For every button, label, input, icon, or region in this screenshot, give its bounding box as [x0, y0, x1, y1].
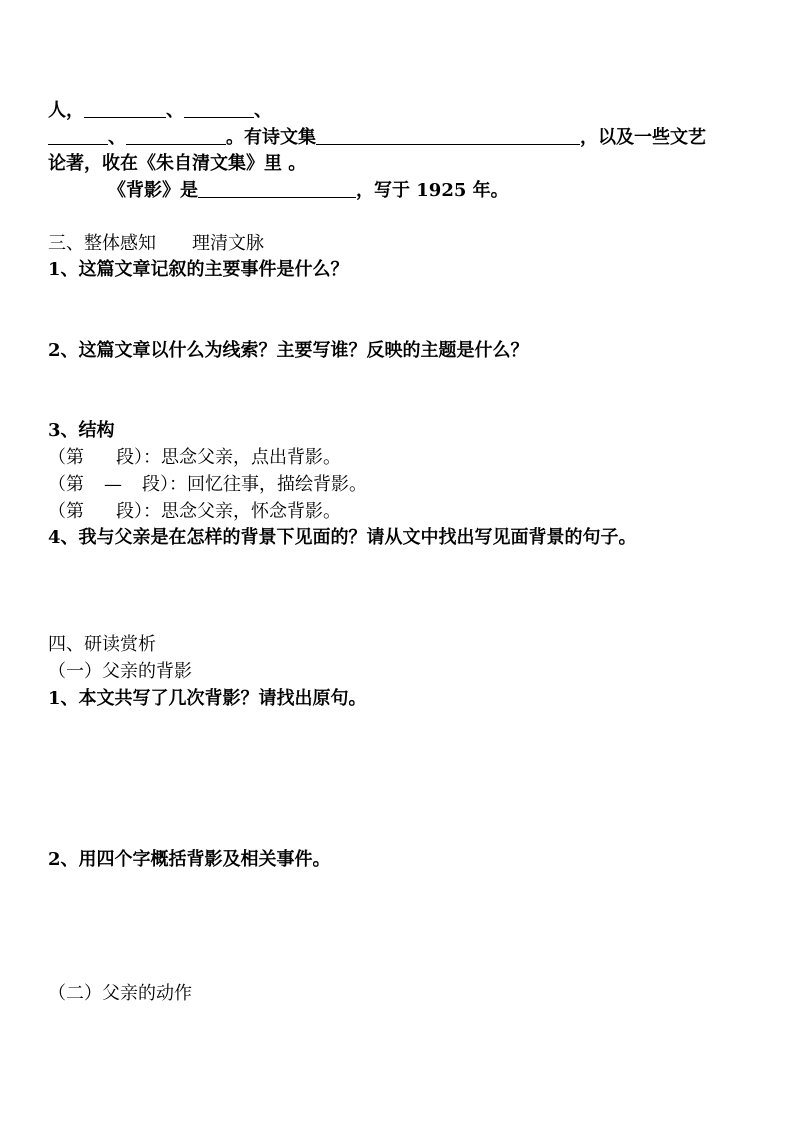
blank-field[interactable] — [184, 99, 254, 118]
question-4-1: 1、本文共写了几次背影？请找出原句。 — [48, 688, 367, 709]
question-3-3: 3、结构 — [48, 420, 115, 441]
intro-line-4: 《背影》是 ，写于 1925 年。 — [108, 180, 509, 201]
blank-field[interactable] — [198, 179, 356, 198]
section-3-title: 三、整体感知 — [48, 233, 156, 254]
intro-line-2: 、 。有诗文集 ，以及一些文艺 — [48, 126, 706, 150]
question-4-2: 2、用四个字概括背影及相关事件。 — [48, 849, 331, 870]
question-3-1: 1、这篇文章记叙的主要事件是什么？ — [48, 259, 349, 280]
section-3-subtitle: 理清文脉 — [192, 233, 264, 254]
blank-field[interactable] — [126, 126, 226, 145]
section-4-sub-1: （一）父亲的背影 — [48, 661, 192, 682]
section-3-heading — [48, 232, 264, 256]
blank-field[interactable] — [316, 126, 580, 145]
blank-field[interactable] — [48, 126, 108, 145]
question-3-2: 2、这篇文章以什么为线索？主要写谁？反映的主题是什么？ — [48, 340, 529, 361]
intro-line-3: 论著，收在《朱自清文集》里 。 — [48, 153, 307, 174]
question-3-4: 4、我与父亲是在怎样的背景下见面的？请从文中找出写见面背景的句子。 — [48, 527, 637, 548]
blank-field[interactable] — [84, 99, 166, 118]
structure-item-1: （第 段）：思念父亲，点出背影。 — [48, 447, 341, 468]
intro-line-1: 人， 、 、 — [48, 100, 272, 121]
section-4-sub-2: （二）父亲的动作 — [48, 983, 192, 1004]
structure-item-3: （第 段）：思念父亲，怀念背影。 — [48, 501, 341, 522]
structure-item-2: （第 — 段）：回忆往事，描绘背影。 — [48, 474, 367, 495]
section-4-title: 四、研读赏析 — [48, 634, 156, 655]
